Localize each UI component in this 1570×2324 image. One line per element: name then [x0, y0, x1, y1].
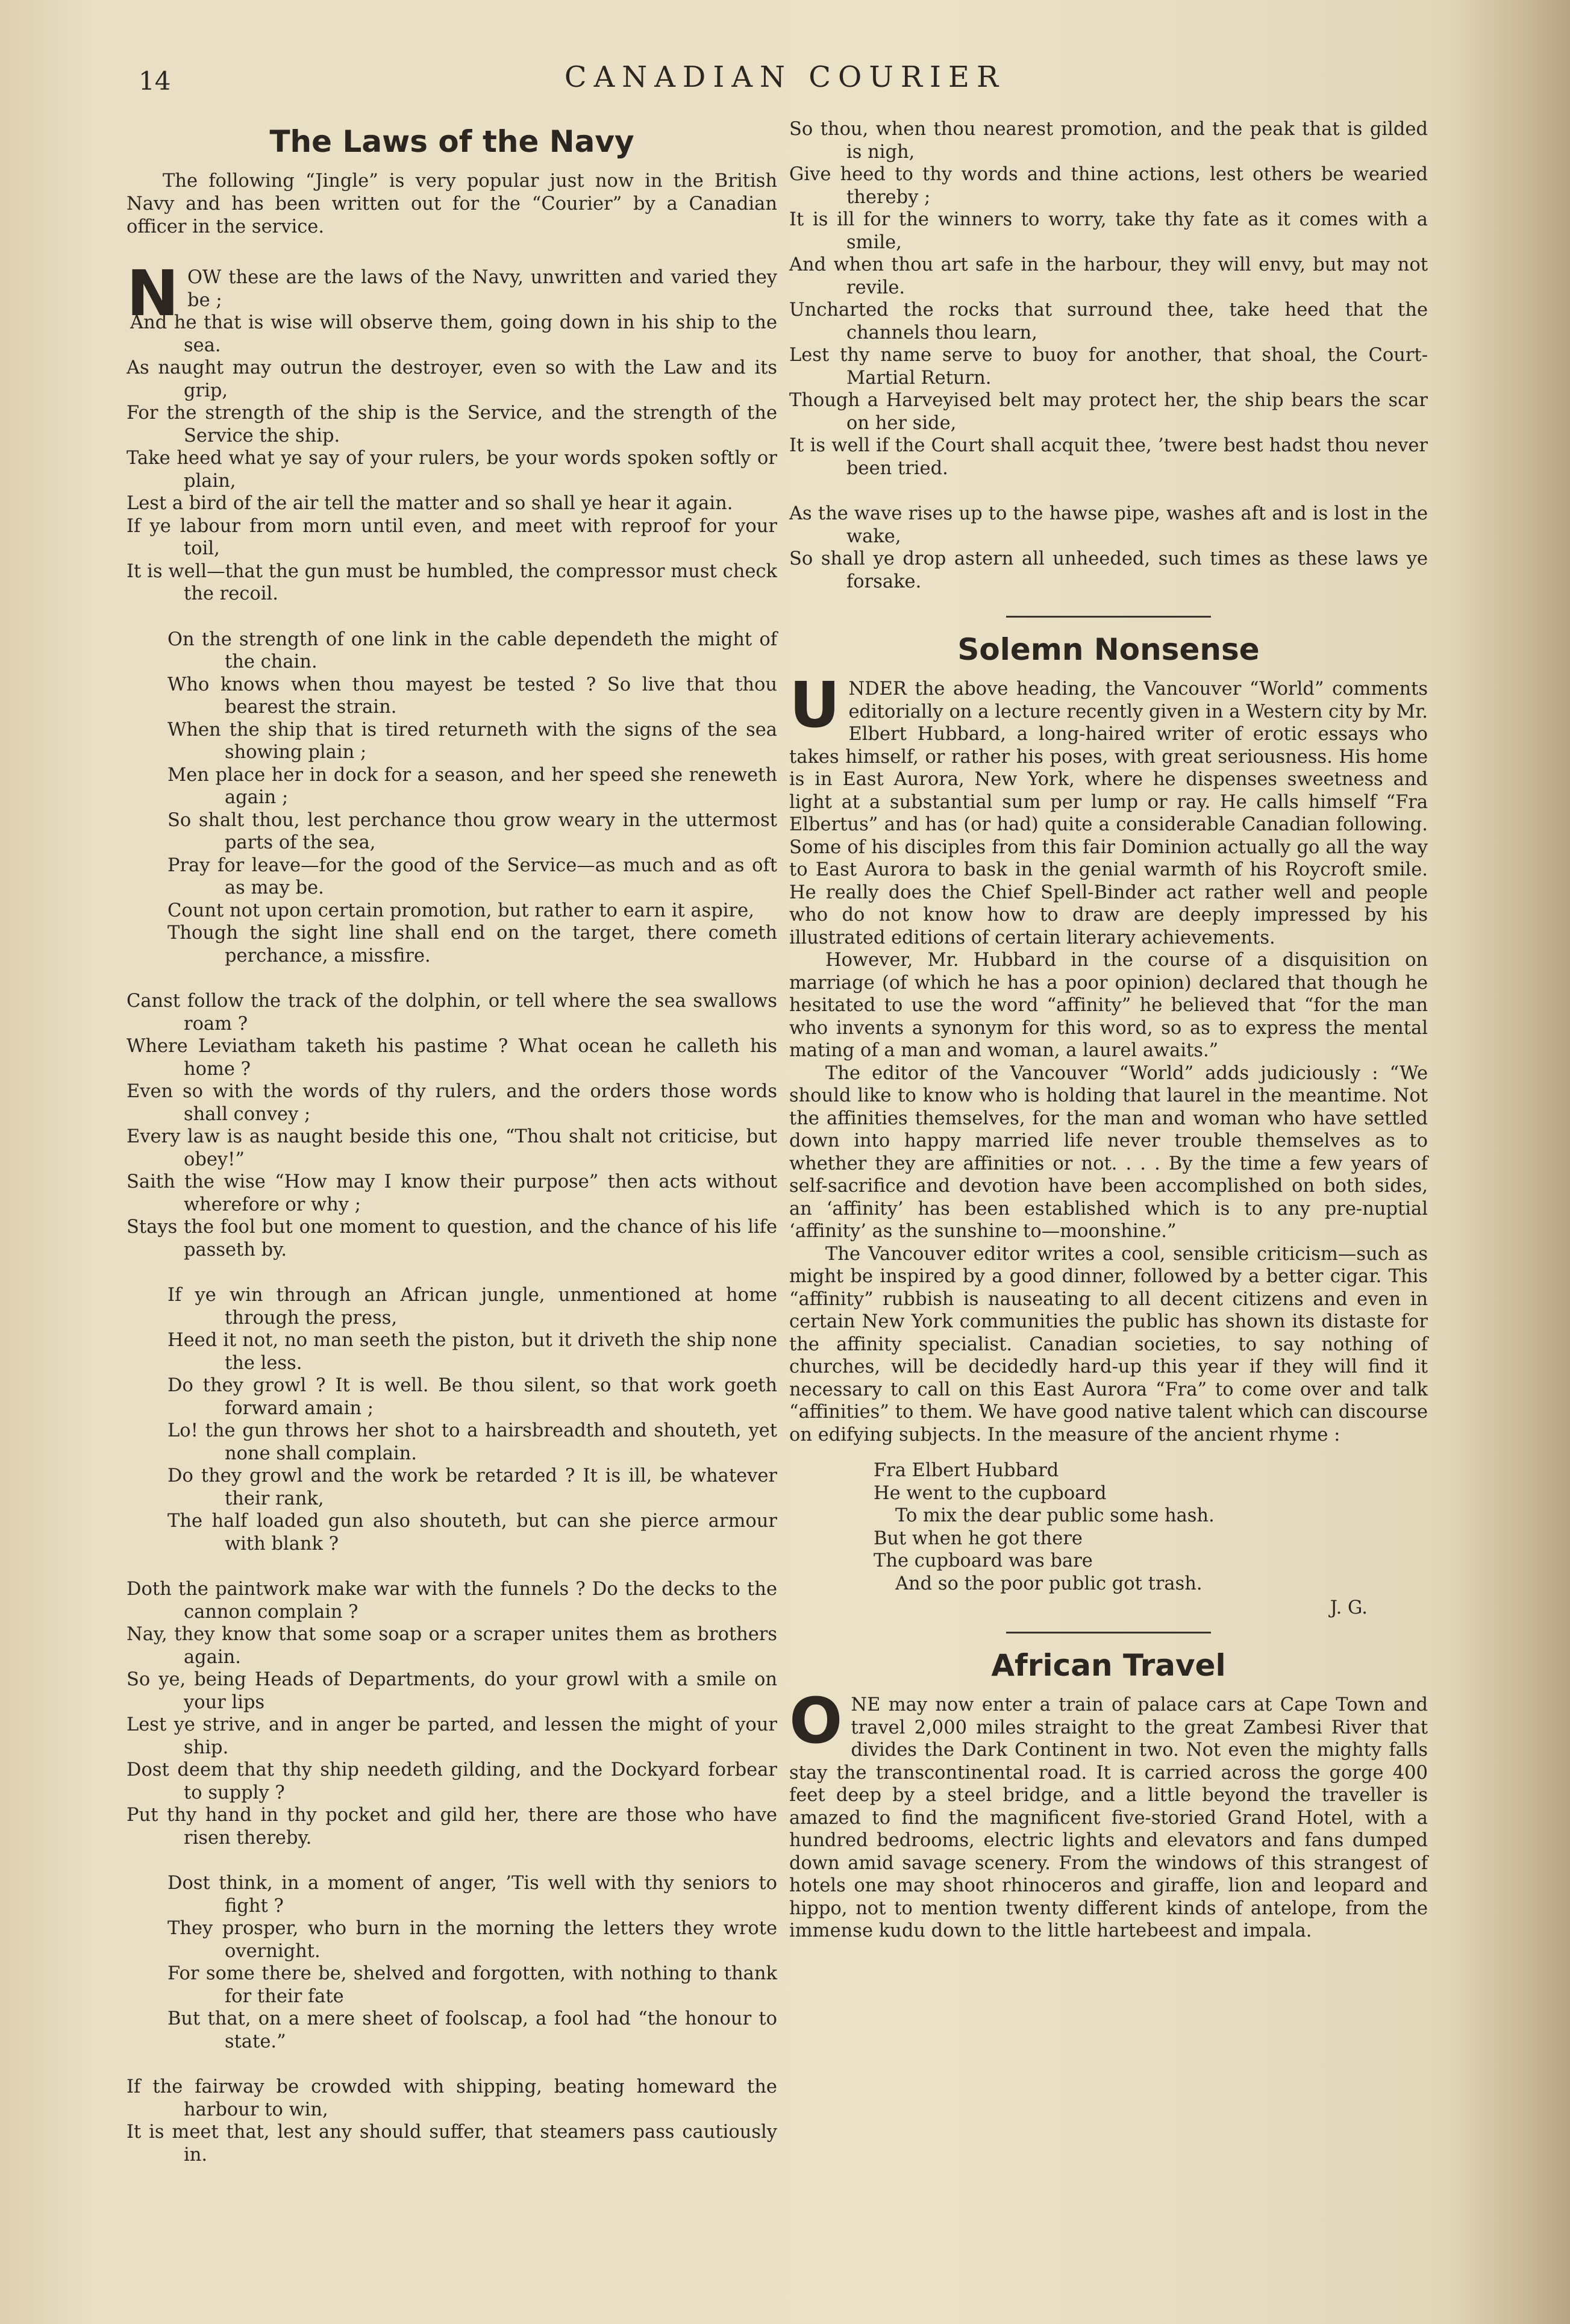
- verse-line: Canst follow the track of the dolphin, or tell where the sea swallows roam ?: [127, 991, 777, 1035]
- verse-line: Lest thy name serve to buoy for another, that shoal, the Court-Martial Return.: [789, 345, 1428, 389]
- navy-stanza-7: [127, 2076, 777, 2166]
- drop-cap-o: O: [789, 1684, 843, 1758]
- verse-line: If ye labour from morn until even, and meet with reproof for your toil,: [127, 515, 777, 559]
- verse-line: Men place her in dock for a season, and her speed she reneweth again ;: [167, 764, 777, 808]
- section-divider: [1006, 616, 1211, 618]
- navy-stanza-9: [789, 503, 1428, 593]
- verse-line: Though a Harveyised belt may protect her, the ship bears the scar on her side,: [789, 390, 1428, 434]
- rhyme-line: But when he got there: [874, 1527, 1083, 1549]
- drop-cap-n: N: [127, 257, 180, 330]
- verse-line: For some there be, shelved and forgotten, with nothing to thank for their fate: [167, 1963, 777, 2007]
- verse-line: Take heed what ye say of your rulers, be your words spoken softly or plain,: [127, 448, 777, 492]
- navy-first-line: [127, 257, 777, 330]
- verse-line: Lo! the gun throws her shot to a hairsbreadth and shouteth, yet none shall complain.: [167, 1420, 777, 1464]
- verse-line: It is meet that, lest any should suffer, that steamers pass cautiously in.: [127, 2122, 777, 2166]
- navy-stanza-4: [127, 1284, 777, 1555]
- verse-line: Heed it not, no man seeth the piston, but it driveth the ship none the less.: [167, 1330, 777, 1374]
- verse-line: So ye, being Heads of Departments, do your growl with a smile on your lips: [127, 1669, 777, 1713]
- verse-line: Dost deem that thy ship needeth gilding, and the Dockyard forbear to supply ?: [127, 1759, 777, 1803]
- verse-line: They prosper, who burn in the morning the letters they wrote overnight.: [167, 1918, 777, 1962]
- author-signature: J. G.: [1330, 1597, 1368, 1618]
- verse-line: If ye win through an African jungle, unmentioned at home through the press,: [167, 1285, 777, 1329]
- rhyme-line: To mix the dear public some hash.: [895, 1505, 1215, 1526]
- verse-line: Lest ye strive, and in anger be parted, and lessen the might of your ship.: [127, 1714, 777, 1758]
- navy-intro: The following “Jingle” is very popular just now in the British Navy and has been written out for the “Courier” by a Canadian officer in the service.: [127, 171, 777, 237]
- verse-line: OW these are the laws of the Navy, unwritten and varied they be ;: [187, 267, 777, 311]
- rhyme-line: Fra Elbert Hubbard: [874, 1460, 1059, 1481]
- verse-line: It is ill for the winners to worry, take thy fate as it comes with a smile,: [789, 209, 1428, 253]
- verse-line: When the ship that is tired returneth with the signs of the sea showing plain ;: [167, 719, 777, 763]
- article-title-african: African Travel: [991, 1648, 1226, 1683]
- verse-line: Do they growl ? It is well. Be thou silent, so that work goeth forward amain ;: [167, 1375, 777, 1419]
- navy-stanza-3: [127, 990, 777, 1261]
- page-header: [0, 60, 1570, 102]
- verse-line: For the strength of the ship is the Service, and the strength of the Service the ship.: [127, 402, 777, 446]
- solemn-paragraph-2: However, Mr. Hubbard in the course of a disquisition on marriage (of which he has a poor opinion) declared that though he hesitated to use the word “affinity” he believed that “for the man who invents a synonym for this word, so as to express the mental mating of a man and woman, a laurel awaits.”: [789, 950, 1428, 1061]
- verse-line: And when thou art safe in the harbour, they will envy, but may not revile.: [789, 254, 1428, 298]
- article-title-solemn: Solemn Nonsense: [957, 632, 1260, 667]
- page-number: 14: [139, 66, 171, 96]
- rhyme-line: He went to the cupboard: [874, 1482, 1107, 1504]
- verse-line: Pray for leave—for the good of the Service—as much and as oft as may be.: [167, 854, 777, 898]
- verse-line: Saith the wise “How may I know their purpose” then acts without wherefore or why ;: [127, 1171, 777, 1215]
- verse-line: And he that is wise will observe them, going down in his ship to the sea.: [130, 312, 777, 356]
- verse-line: Where Leviatham taketh his pastime ? What ocean he calleth his home ?: [127, 1036, 777, 1080]
- african-body: [789, 1684, 1428, 1943]
- verse-line: Lest a bird of the air tell the matter and so shall ye hear it again.: [127, 493, 733, 514]
- verse-line: On the strength of one link in the cable dependeth the might of the chain.: [167, 628, 777, 672]
- verse-line: As naught may outrun the destroyer, even so with the Law and its grip,: [127, 357, 777, 401]
- navy-stanza-2: [127, 628, 777, 968]
- navy-stanza-6: [127, 1872, 777, 2053]
- navy-stanza-1: [127, 257, 777, 606]
- verse-line: Put thy hand in thy pocket and gild her, there are those who have risen thereby.: [127, 1805, 777, 1849]
- verse-line: It is well if the Court shall acquit thee, ’twere best hadst thou never been tried.: [789, 435, 1428, 479]
- verse-line: Give heed to thy words and thine actions, lest others be wearied thereby ;: [789, 164, 1428, 208]
- solemn-body: [789, 668, 1428, 1446]
- verse-line: As the wave rises up to the hawse pipe, washes aft and is lost in the wake,: [789, 503, 1428, 547]
- verse-line: Do they growl and the work be retarded ? It is ill, be whatever their rank,: [167, 1465, 777, 1509]
- verse-line: Count not upon certain promotion, but rather to earn it aspire,: [167, 900, 754, 921]
- verse-line: It is well—that the gun must be humbled, the compressor must check the recoil.: [127, 560, 777, 604]
- verse-line: So shalt thou, lest perchance thou grow weary in the uttermost parts of the sea,: [167, 809, 777, 853]
- navy-stanza-5: [127, 1578, 777, 1849]
- verse-line: If the fairway be crowded with shipping, beating homeward the harbour to win,: [127, 2076, 777, 2120]
- verse-line: So shall ye drop astern all unheeded, such times as these laws ye forsake.: [789, 548, 1428, 592]
- rhyme-line: The cupboard was bare: [874, 1550, 1093, 1571]
- verse-line: Who knows when thou mayest be tested ? So live that thou bearest the strain.: [167, 674, 777, 718]
- navy-stanza-8: [789, 118, 1428, 480]
- solemn-paragraph-4: The Vancouver editor writes a cool, sensible criticism—such as might be inspired by a good dinner, followed by a better cigar. This “affinity” rubbish is nauseating to all decent citizens and even in certain New York communities the public has shown its distaste for the affinity specialist. Canadian societies, to say nothing of churches, will be decidedly hard-up this year if they will find it necessary to call on this East Aurora “Fra” to come over and talk “affinities” to them. We have good native talent which can discourse on edifying subjects. In the measure of the ancient rhyme :: [789, 1243, 1428, 1445]
- ancient-rhyme: [874, 1459, 1428, 1595]
- verse-line: Doth the paintwork make war with the funnels ? Do the decks to the cannon complain ?: [127, 1579, 777, 1623]
- rhyme-line: And so the poor public got trash.: [895, 1573, 1203, 1594]
- verse-line: Every law is as naught beside this one, “Thou shalt not criticise, but obey!”: [127, 1126, 777, 1170]
- verse-line: Stays the fool but one moment to question, and the chance of his life passeth by.: [127, 1217, 777, 1261]
- solemn-paragraph-3: The editor of the Vancouver “World” adds judiciously : “We should like to know who is holding that laurel in the meantime. Not the affinities themselves, for the man and woman who have settled down into happy married life never trouble themselves as to whether they are affinities or not. . . . By the time a few years of self-sacrifice and devotion have been accomplished on both sides, an ‘affinity’ has been established which is to any pre-nuptial ‘affinity’ as the sunshine to—moonshine.”: [789, 1062, 1428, 1242]
- running-title: CANADIAN COURIER: [564, 60, 1006, 94]
- section-divider: [1006, 1632, 1211, 1633]
- article-title-navy: The Laws of the Navy: [269, 124, 634, 159]
- left-column: [127, 114, 777, 2189]
- verse-line: Though the sight line shall end on the target, there cometh perchance, a missfire.: [167, 922, 777, 966]
- african-paragraph-1: NE may now enter a train of palace cars at Cape Town and travel 2,000 miles straight to the great Zambesi River that divides the Dark Continent in two. Not even the mighty falls stay the transcontinental road. It is carried across the gorge 400 feet deep by a steel bridge, and a little beyond the traveller is amazed to find the magnificent five-storied Grand Hotel, with a hundred bedrooms, electric lights and elevators and fans dumped down amid savage scenery. From the windows of this strangest of hotels one may shoot rhinoceros and giraffe, lion and leopard and hippo, not to mention twenty different kinds of antelope, from the immense kudu down to the little hartebeest and impala.: [789, 1694, 1428, 1941]
- verse-line: So thou, when thou nearest promotion, and the peak that is gilded is nigh,: [789, 119, 1428, 163]
- drop-cap-u: U: [789, 668, 840, 742]
- verse-line: Even so with the words of thy rulers, and the orders those words shall convey ;: [127, 1081, 777, 1125]
- right-column: [789, 114, 1428, 1943]
- verse-line: The half loaded gun also shouteth, but can she pierce armour with blank ?: [167, 1511, 777, 1555]
- verse-line: Nay, they know that some soap or a scraper unites them as brothers again.: [127, 1624, 777, 1668]
- verse-line: But that, on a mere sheet of foolscap, a fool had “the honour to state.”: [167, 2008, 777, 2052]
- solemn-paragraph-1: NDER the above heading, the Vancouver “World” comments editorially on a lecture recently given in a Western city by Mr. Elbert Hubbard, a long-haired writer of erotic essays who takes himself, or rather his poses, with great seriousness. His home is in East Aurora, New York, where he dispenses sweetness and light at a substantial sum per lump or ray. He calls himself “Fra Elbertus” and has (or had) quite a considerable Canadian following. Some of his disciples from this fair Dominion actually go all the way to East Aurora to bask in the genial warmth of his Roycroft smile. He really does the Chief Spell-Binder act rather well and people who do not know how to draw are deeply impressed by his illustrated editions of certain literary achievements.: [789, 678, 1428, 948]
- verse-line: Uncharted the rocks that surround thee, take heed that the channels thou learn,: [789, 299, 1428, 343]
- verse-line: Dost think, in a moment of anger, ’Tis well with thy seniors to fight ?: [167, 1873, 777, 1917]
